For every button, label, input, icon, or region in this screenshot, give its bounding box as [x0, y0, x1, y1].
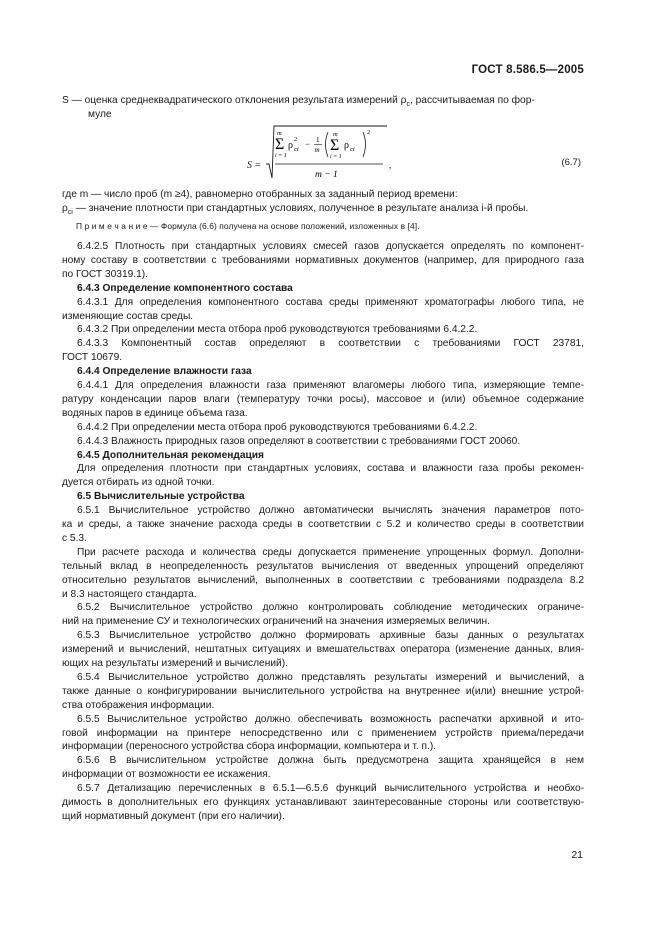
sum1-top: m — [277, 130, 282, 137]
text-line-p655a: 6.5.5 Вычислительное устройство должно обеспечивать возможность распечатки архивной и ито- — [77, 713, 584, 725]
rho2-sub: ci — [350, 146, 355, 153]
sum2-sign: Σ — [330, 137, 340, 154]
where-line: где m — число проб (m ≥4), равномерно отобранных за заданный период времени: — [62, 189, 458, 200]
text-line-p6431b: изменяющие состав среды. — [62, 310, 194, 322]
text-line-p6441b: ратуру конденсации паров влаги (температуру точки росы), массовое и (или) объемное содержание — [62, 393, 584, 405]
formula-lhs: S = — [247, 160, 262, 171]
text-line-p6443: 6.4.4.3 Влажность природных газов определяют в соответствии с требованиями ГОСТ 20060. — [77, 435, 521, 447]
text-line-p6433a: 6.4.3.3 Компонентный состав определяют в соответствии с требованиями ГОСТ 23781, — [77, 338, 584, 350]
text-line-p653c: ющих на результаты измерений и вычислений). — [62, 658, 288, 669]
text-line-p6425b: ному составу в соответствии с требованиями нормативных документов (например, для природного газа — [62, 254, 584, 266]
sum2-top: m — [333, 131, 338, 138]
sum1-sign: Σ — [275, 136, 285, 153]
sum1-bot: i = 1 — [275, 153, 287, 159]
text-line-p651b: ка и среды, а также значение расхода среды в соответствии с 5.2 и количество среды в соответствии — [62, 519, 584, 530]
text-line-p651f: относительно результатов вычислений, выполненных в соответствии с требованиями подраздела 8.2 — [62, 574, 584, 586]
text-line-p6425c: по ГОСТ 30319.1). — [62, 268, 149, 280]
s-definition-text: S — оценка среднеквадратического отклонения результата измерений ρ — [62, 95, 407, 106]
text-line-p652a: 6.5.2 Вычислительное устройство должно контролировать соблюдение методических ограниче- — [77, 602, 584, 614]
text-line-p6432: 6.4.3.2 При определении места отбора проб руководствуются требованиями 6.4.2.2. — [77, 324, 478, 336]
section-heading-h643: 6.4.3 Определение компонентного состава — [77, 282, 293, 294]
text-line-p653a: 6.5.3 Вычислительное устройство должно формировать архивные базы данных о результатах — [77, 630, 584, 642]
rho1-sq: 2 — [294, 136, 298, 143]
rho1-sub: ci — [294, 146, 299, 153]
s-definition-end: , рассчитываемая по фор- — [409, 95, 535, 106]
rho-definition-text: — значение плотности при стандартных условиях, полученное в результате анализа i-й пробы. — [72, 203, 529, 214]
text-line-p651d: При расчете расхода и количества среды допускается применение упрощенных формул. Дополни- — [77, 546, 584, 558]
section-heading-h65: 6.5 Вычислительные устройства — [77, 491, 245, 503]
text-line-p651e: тельный вклад в неопределенность результатов вычисления от введенных упрощений определяют — [62, 560, 584, 572]
text-line-p6433b: ГОСТ 10679. — [62, 352, 123, 364]
text-line-p651a: 6.5.1 Вычислительное устройство должно автоматически вычислять значения параметров пото- — [77, 505, 584, 517]
text-line-p654c: ства отображения информации. — [62, 699, 215, 711]
text-line-p645a: Для определения плотности при стандартных условиях, состава и влажности газа пробы рекомен- — [77, 463, 584, 475]
text-line-p656a: 6.5.6 В вычислительном устройстве должна быть предусмотрена защита хранящейся в нем — [77, 755, 584, 767]
text-line-p657a: 6.5.7 Детализацию перечисленных в 6.5.1—6.5.6 функций вычислительного устройства и необхо- — [77, 783, 584, 795]
s-definition-sub: c — [406, 101, 410, 109]
text-line-p653b: измерений и вычислений, нештатных ситуациях и вмешательствах оператора (изменение данных, влия- — [62, 644, 584, 656]
text-line-p654b: также данные о конфигурировании вычислительного устройства на внутреннее и(или) внешние устрой- — [62, 685, 584, 697]
minus: − — [305, 139, 311, 149]
text-line-p657b: димость в дополнительных его функциях устанавливают заинтересованные стороны или соответствую- — [62, 797, 584, 808]
section-heading-h644: 6.4.4 Определение влажности газа — [77, 366, 252, 378]
page-number: 21 — [571, 849, 583, 861]
text-line-p655c: информации (переносного устройства сбора информации, компьютера и т. п.). — [62, 741, 437, 753]
note: П р и м е ч а н и е — Формула (6.6) получена на основе положений, изложенных в [4]. — [76, 221, 420, 231]
formula-comma: , — [389, 160, 392, 170]
section-heading-h645: 6.4.5 Дополнительная рекомендация — [77, 449, 264, 461]
rho2: ρ — [344, 140, 349, 151]
formula-6-7 — [247, 124, 397, 184]
text-line-p6431a: 6.4.3.1 Для определения компонентного состава среды применяют хроматографы любого типа, не — [77, 296, 584, 308]
paren-sq: 2 — [367, 129, 371, 136]
rho-symbol: ρ — [62, 203, 68, 214]
text-line-p657c: щий нормативный документ (при его наличии). — [62, 810, 285, 822]
rho-definition — [62, 202, 584, 220]
s-definition-line2: муле — [88, 109, 112, 120]
rho-symbol-sub: ci — [67, 209, 73, 217]
text-line-p6442: 6.4.4.2 При определении места отбора проб руководствуются требованиями 6.4.2.2. — [77, 421, 478, 433]
rho1: ρ — [288, 140, 293, 151]
text-line-p656b: информации от возможности ее искажения. — [62, 769, 271, 781]
text-line-p6441a: 6.4.4.1 Для определения влажности газа применяют влагомеры любого типа, измеряющие темпе- — [77, 380, 584, 391]
sum2-bot: i = 1 — [330, 154, 342, 160]
text-line-p655b: говой информации на принтере непосредственно или с применением устройств приема/передачи — [62, 727, 584, 739]
text-line-p654a: 6.5.4 Вычислительное устройство должно представлять результаты измерений и вычислений, а — [77, 671, 584, 683]
paren-left — [326, 132, 329, 157]
text-line-p651g: и 8.3 настоящего стандарта. — [62, 588, 197, 600]
formula-number: (6.7) — [561, 157, 581, 168]
text-line-p6425a: 6.4.2.5 Плотность при стандартных условиях смесей газов допускается определять по компонент- — [77, 241, 584, 252]
text-line-p651c: с 5.3. — [62, 532, 87, 544]
text-line-p6441c: водяных паров в единице объема газа. — [62, 407, 248, 419]
text-line-p645b: дуется отбирать из одной точки. — [62, 477, 215, 489]
document-code-header: ГОСТ 8.586.5—2005 — [471, 64, 584, 76]
frac-num: 1 — [316, 136, 320, 144]
formula-svg — [247, 124, 397, 184]
paren-right — [363, 132, 366, 157]
frac-den: m — [314, 146, 320, 154]
formula-denominator: m − 1 — [315, 170, 338, 180]
text-line-p652b: ний на применение СУ и технологических ограничений на значения измеряемых величин. — [62, 616, 490, 628]
